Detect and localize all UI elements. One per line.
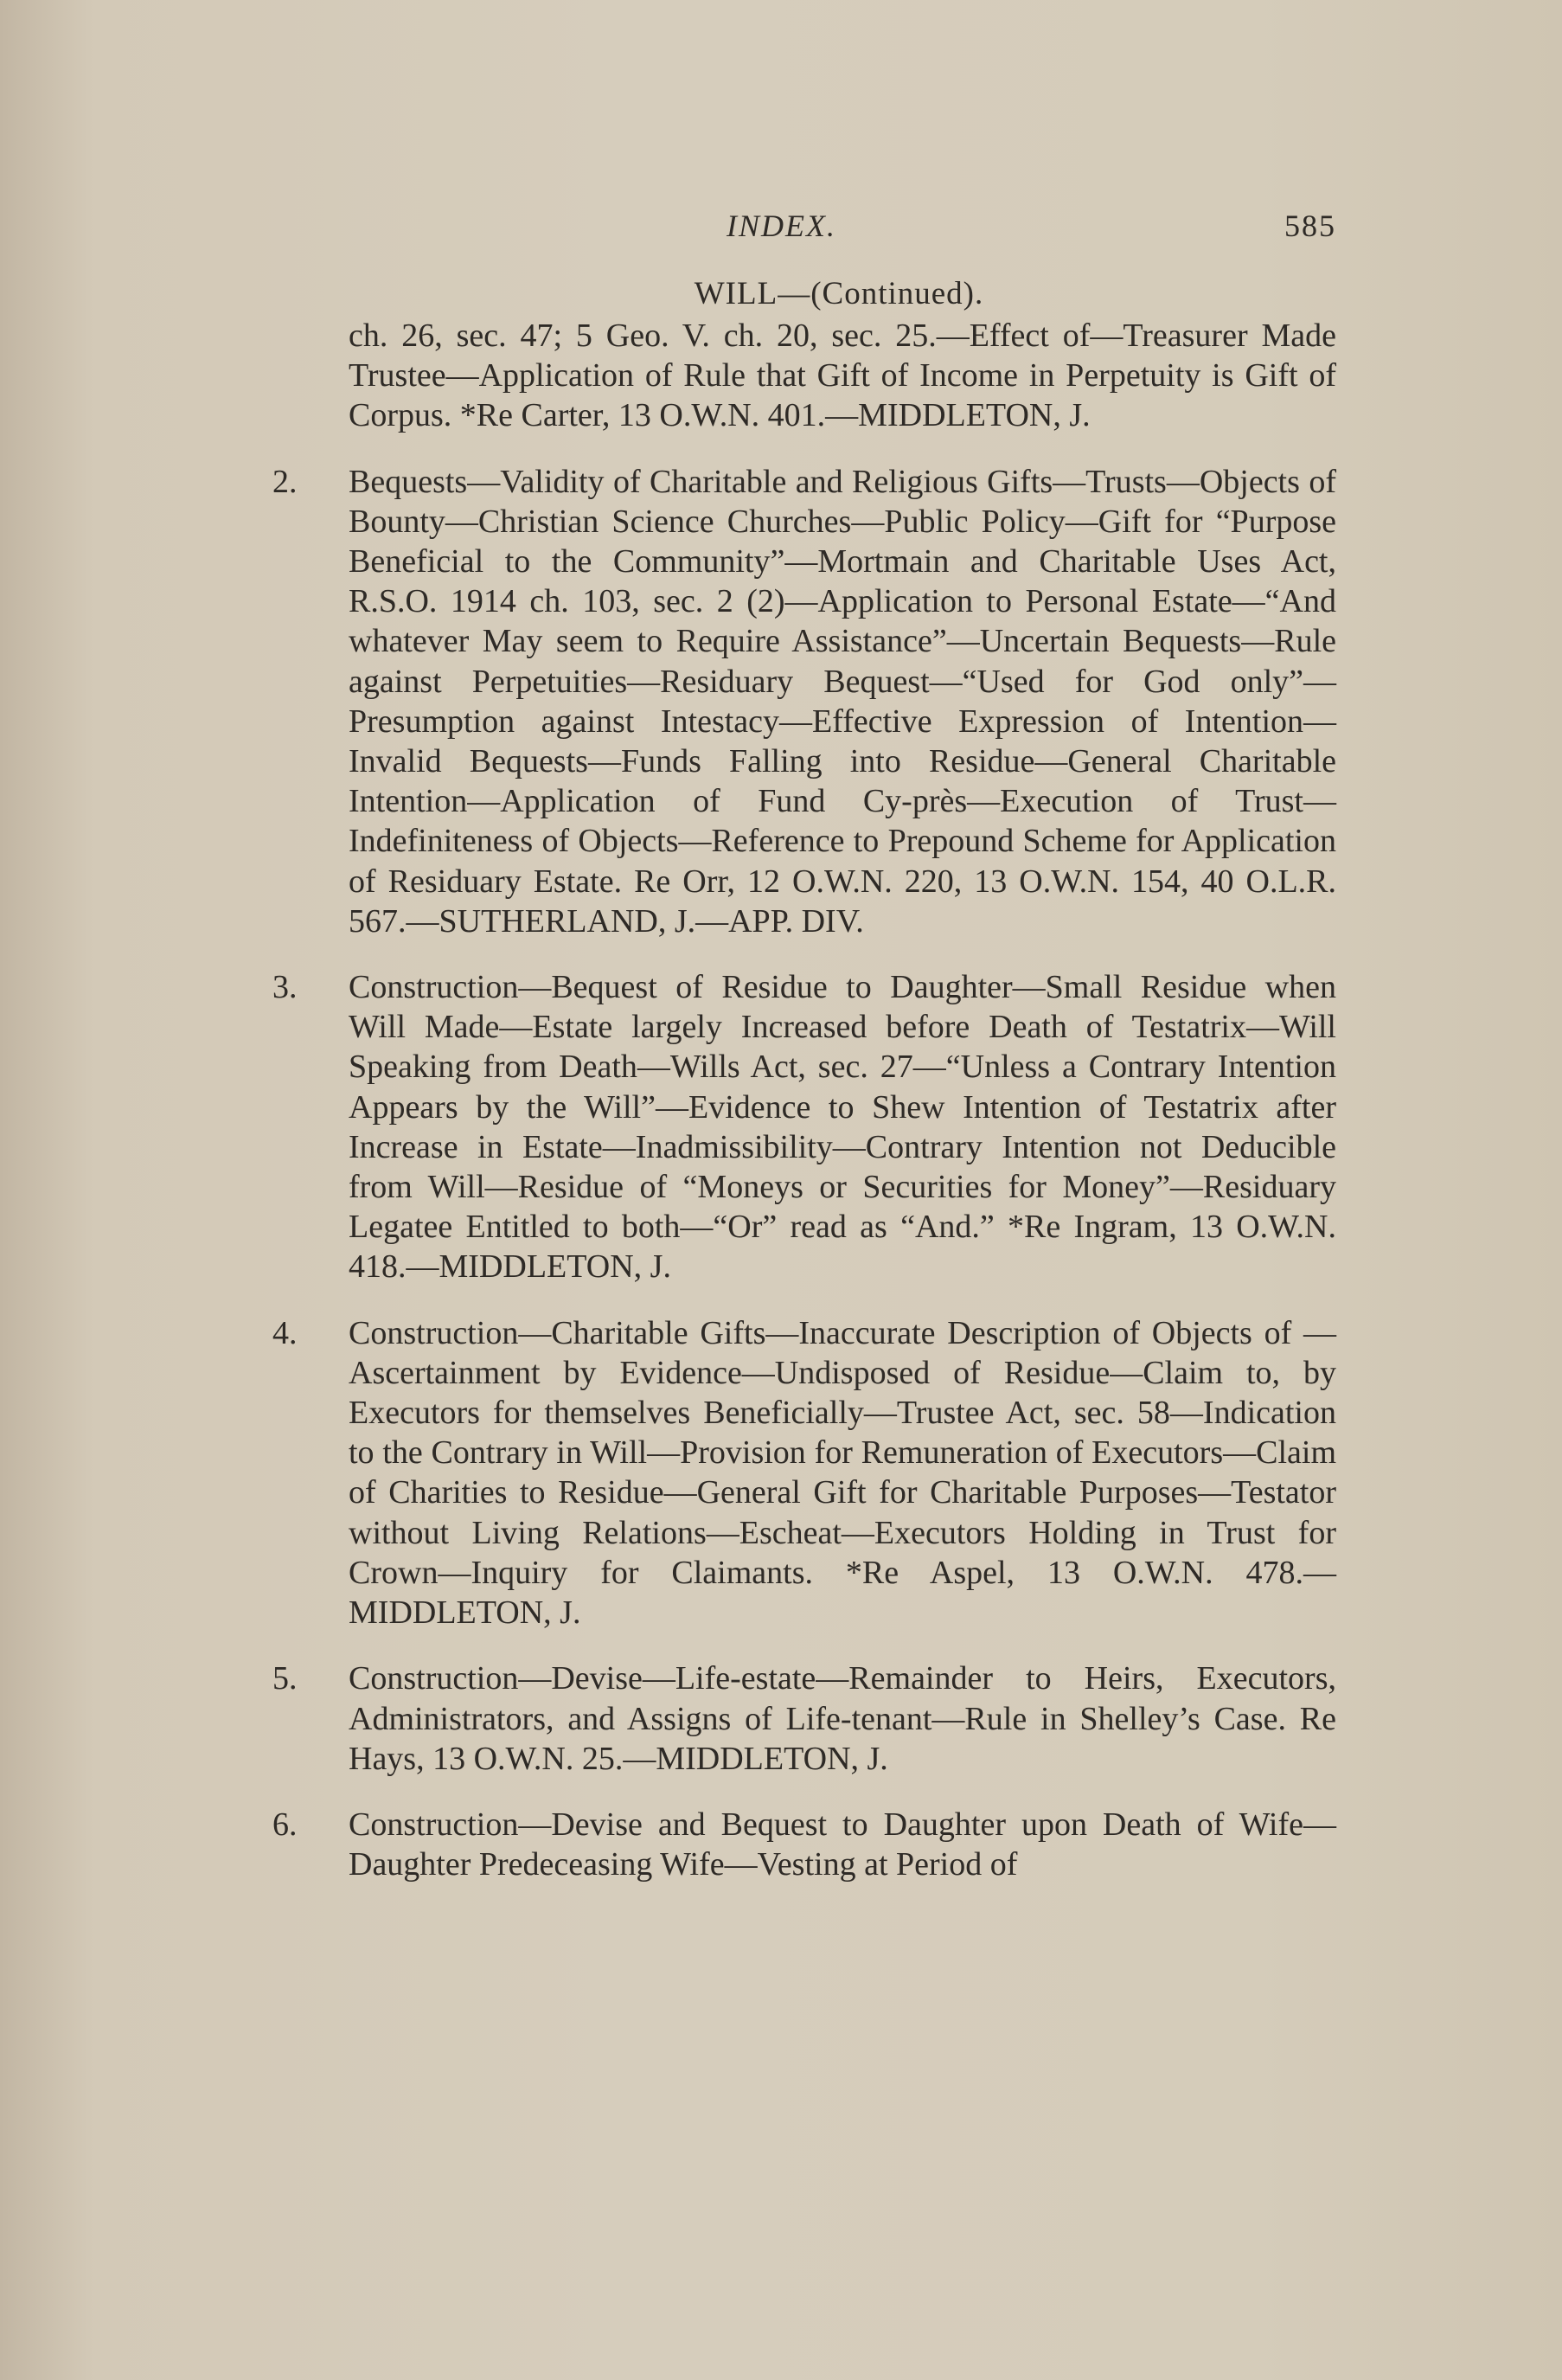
lead-entry xyxy=(272,316,1336,436)
index-entry-4 xyxy=(272,1313,1336,1633)
index-content xyxy=(272,275,1336,1884)
page-header xyxy=(329,208,1336,260)
entry-gap xyxy=(272,1779,1336,1805)
entry-gap xyxy=(272,941,1336,967)
entry-number: 5. xyxy=(272,1660,298,1697)
entry-text: Construction—Devise—Life-estate—Remainder to Heirs, Executors, Administrators, and Assigns of Life-tenant—Rule in Shelley’s Case. Re Hays, 13 O.W.N. 25.—MIDDLETON, J. xyxy=(349,1660,1336,1777)
page-number: 585 xyxy=(1284,208,1336,243)
entry-number: 4. xyxy=(272,1314,298,1351)
entry-gap xyxy=(272,1633,1336,1658)
lead-entry-text: ch. 26, sec. 47; 5 Geo. V. ch. 20, sec. 25.—Effect of—Treasurer Made Trustee—Application of Rule that Gift of Income in Perpetuity is Gift of Corpus. *Re Carter, 13 O.W.N. 401.—MIDDLETON, J. xyxy=(349,318,1336,434)
running-title: INDEX. xyxy=(727,208,836,243)
entry-gap xyxy=(272,436,1336,462)
index-entry-3 xyxy=(272,967,1336,1287)
index-entry-2 xyxy=(272,462,1336,941)
entry-text: Construction—Charitable Gifts—Inaccurate Description of Objects of —Ascertainment by Evidence—Undisposed of Residue—Claim to, by Executors for themselves Beneficially—Trustee Act, sec. 58—Indication to the Contrary in Will—Provision for Remuneration of Executors—Claim of Charities to Residue—General Gift for Charitable Purposes—Testator without Living Relations—Escheat—Executors Holding in Trust for Crown—Inquiry for Claimants. *Re Aspel, 13 O.W.N. 478.—MIDDLETON, J. xyxy=(349,1314,1336,1632)
entry-text: Construction—Bequest of Residue to Daughter—Small Residue when Will Made—Estate largely Increased before Death of Testatrix—Will Speaking from Death—Wills Act, sec. 27—“Unless a Contrary Intention Appears by the Will”—Evidence to Shew Intention of Testatrix after Increase in Estate—Inadmissibility—Contrary Intention not Deducible from Will—Residue of “Moneys or Securities for Money”—Residuary Legatee Entitled to both—“Or” read as “And.” *Re Ingram, 13 O.W.N. 418.—MIDDLETON, J. xyxy=(349,969,1336,1286)
entry-text: Construction—Devise and Bequest to Daughter upon Death of Wife—Daughter Predeceasing Wife—Vesting at Period of xyxy=(349,1806,1336,1883)
entry-text: Bequests—Validity of Charitable and Religious Gifts—Trusts—Objects of Bounty—Christian Science Churches—Public Policy—Gift for “Purpose Beneficial to the Community”—Mortmain and Charitable Uses Act, R.S.O. 1914 ch. 103, sec. 2 (2)—Application to Personal Estate—“And whatever May seem to Require Assistance”—Uncertain Bequests—Rule against Perpetuities—Residuary Bequest—“Used for God only”—Presumption against Intestacy—Effective Expression of Intention—Invalid Bequests—Funds Falling into Residue—General Charitable Intention—Application of Fund Cy-près—Execution of Trust—Indefiniteness of Objects—Reference to Prepound Scheme for Application of Residuary Estate. Re Orr, 12 O.W.N. 220, 13 O.W.N. 154, 40 O.L.R. 567.—SUTHERLAND, J.—APP. DIV. xyxy=(349,463,1336,940)
entry-number: 3. xyxy=(272,969,298,1006)
entry-number: 6. xyxy=(272,1806,298,1843)
continued-heading: WILL—(Continued). xyxy=(694,276,984,311)
entry-number: 2. xyxy=(272,463,298,500)
index-entry-6 xyxy=(272,1805,1336,1884)
entry-gap xyxy=(272,1287,1336,1313)
index-entry-5 xyxy=(272,1658,1336,1779)
